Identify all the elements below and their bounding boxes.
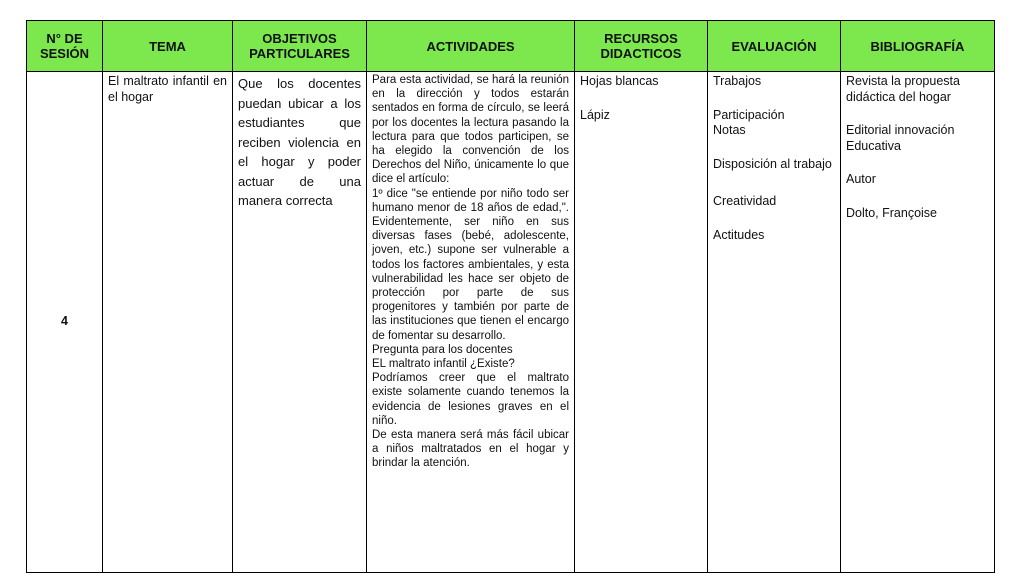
header-tema: TEMA bbox=[103, 21, 233, 72]
session-plan-table bbox=[26, 20, 995, 573]
header-row bbox=[27, 21, 995, 72]
actividad-paragraph: Pregunta para los docentes bbox=[372, 343, 513, 356]
cell-bibliografia bbox=[841, 72, 995, 573]
header-objetivos: OBJETIVOS PARTICULARES bbox=[233, 21, 367, 72]
actividad-paragraph: 1º dice "se entiende por niño todo ser humano menor de 18 años de edad,". Evidentemente, ser niño en sus diversas fases (bebé, adolescente, joven, etc.) supone ser vulnerable a todos los factores ambientales, y esta vulnerabilidad les hace ser objeto de protección por parte de sus progenitores y también por parte de las instituciones que tienen el encargo de fomentar su desarrollo. bbox=[372, 187, 569, 342]
header-evaluacion: EVALUACIÓN bbox=[708, 21, 841, 72]
bibliografia-item: Editorial innovación Educativa bbox=[846, 123, 955, 153]
actividad-paragraph: De esta manera será más fácil ubicar a niños maltratados en el hogar y brindar la atención. bbox=[372, 429, 569, 470]
header-recursos: RECURSOS DIDACTICOS bbox=[575, 21, 708, 72]
evaluacion-item: Actitudes bbox=[713, 227, 765, 242]
bibliografia-item: Autor bbox=[846, 172, 876, 186]
header-actividades: ACTIVIDADES bbox=[367, 21, 575, 72]
evaluacion-item: Disposición al trabajo bbox=[713, 156, 832, 171]
evaluacion-item: Participación bbox=[713, 107, 785, 122]
header-bibliografia: BIBLIOGRAFÍA bbox=[841, 21, 995, 72]
evaluacion-item: Notas bbox=[713, 123, 746, 137]
cell-actividades bbox=[367, 72, 575, 573]
cell-session-number: 4 bbox=[27, 72, 103, 573]
evaluacion-item: Trabajos bbox=[713, 74, 762, 88]
cell-evaluacion bbox=[708, 72, 841, 573]
bibliografia-item: Dolto, Françoise bbox=[846, 205, 938, 220]
bibliografia-item: Revista la propuesta didáctica del hogar bbox=[846, 74, 960, 104]
recurso-item: Lápiz bbox=[580, 107, 610, 122]
recurso-item: Hojas blancas bbox=[580, 74, 659, 88]
cell-tema: El maltrato infantil en el hogar bbox=[103, 72, 233, 573]
actividad-paragraph: Podríamos creer que el maltrato existe solamente cuando tenemos la evidencia de lesiones graves en el niño. bbox=[372, 372, 569, 427]
table-row bbox=[27, 72, 995, 573]
cell-objetivos: Que los docentes puedan ubicar a los estudiantes que reciben violencia en el hogar y poder actuar de una manera correcta bbox=[233, 72, 367, 573]
actividad-paragraph: EL maltrato infantil ¿Existe? bbox=[372, 358, 515, 371]
cell-recursos bbox=[575, 72, 708, 573]
evaluacion-item: Creatividad bbox=[713, 194, 777, 208]
actividad-paragraph: Para esta actividad, se hará la reunión en la dirección y todos estarán sentados en forma de círculo, se leerá por los docentes la lectura pasando la lectura para que todos participen, se ha elegido la convención de los Derechos del Niño, únicamente lo que dice el artículo: bbox=[372, 74, 569, 186]
header-session: N° DE SESIÓN bbox=[27, 21, 103, 72]
